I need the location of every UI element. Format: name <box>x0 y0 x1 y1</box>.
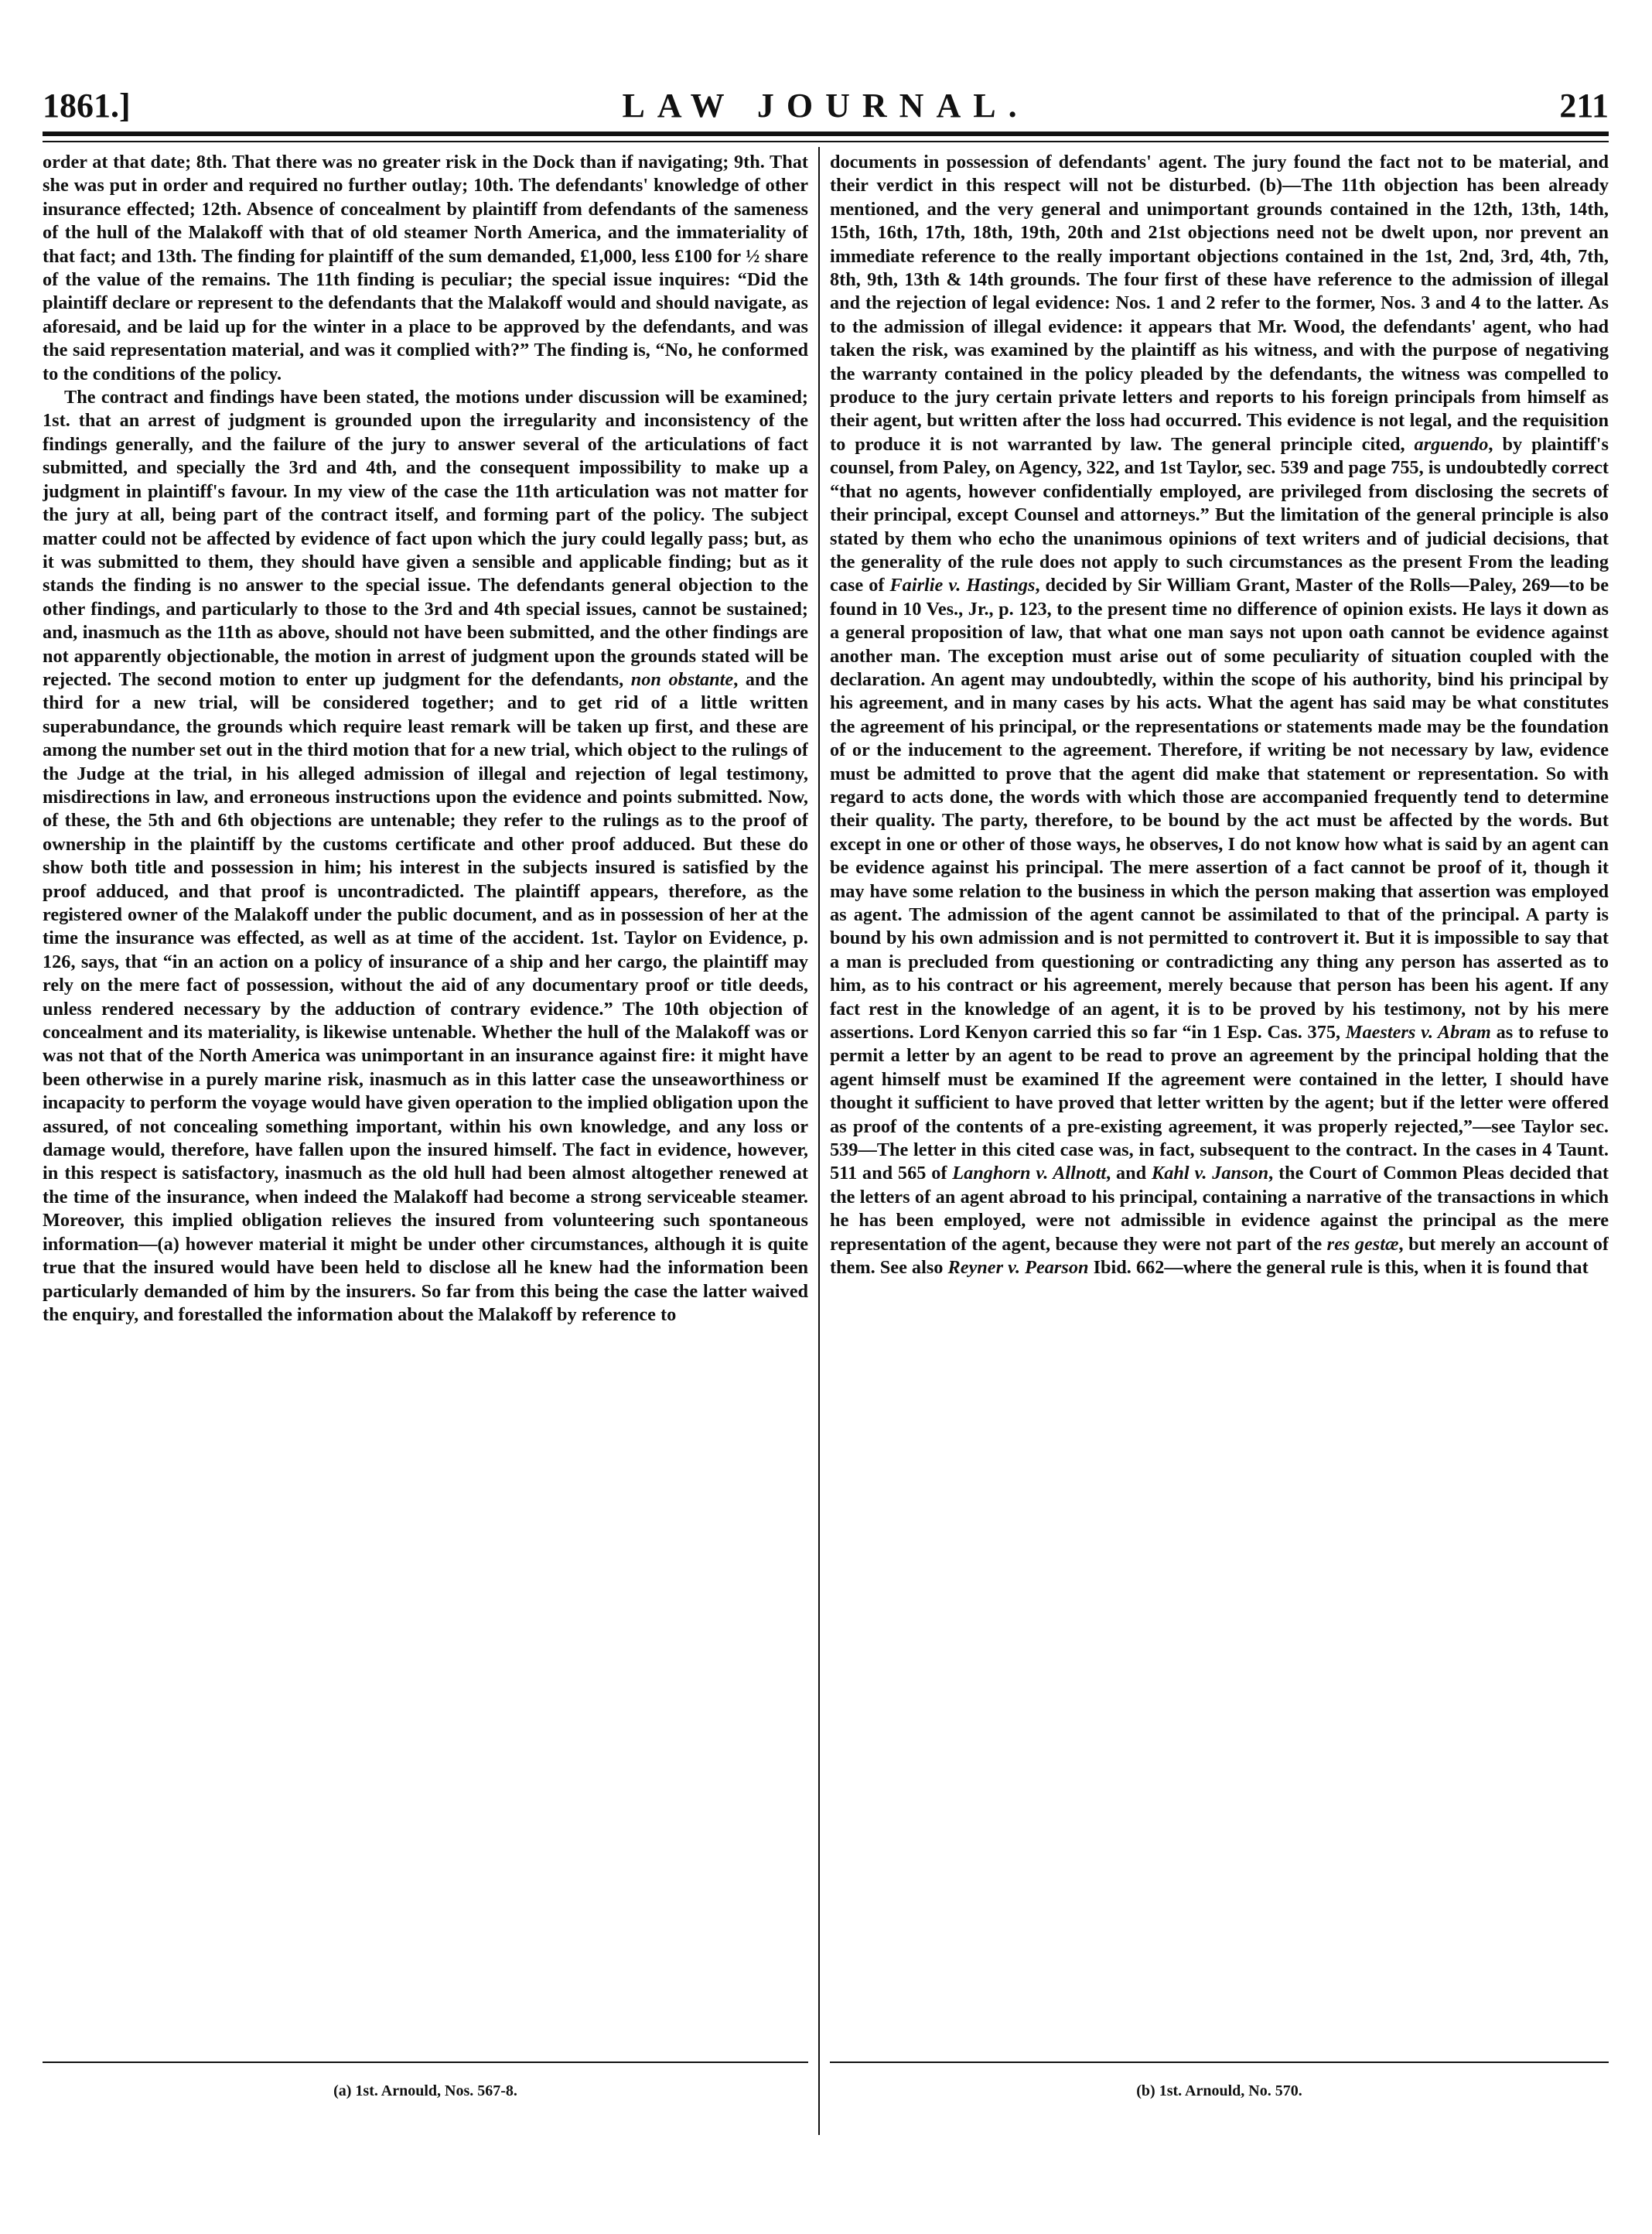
right-italic-case-langhorn: Langhorn v. Allnott <box>952 1163 1107 1184</box>
running-header <box>43 84 1609 138</box>
left-paragraph-2 <box>43 386 808 1327</box>
left-text-2a: The contract and findings have been stated, the motions under discussion will be examined; 1st. that an arrest of judgment is grounded upon the irregularity and inconsistency of the findings generally, and the failure of the jury to answer several of the articulations of fact submitted, and specially the 3rd and 4th, and the consequent impossibility to make up a judgment in plaintiff's favour. In my view of the case the 11th articulation was not matter for the jury at all, being part of the contract itself, and forming part of the policy. The subject matter could not be affected by evidence of fact upon which the jury could legally pass; but, as it was submitted to them, they should have given a sensible and applicable finding; but as it stands the finding is no answer to the special issue. The defendants general objection to the other findings, and particularly to those to the 3rd and 4th special issues, cannot be sustained; and, inasmuch as the 11th as above, should not have been submitted, and the other findings are not apparently objectionable, the motion in arrest of judgment upon the grounds stated will be rejected. The second motion to enter up judgment for the defendants, <box>43 387 808 690</box>
footnote-rule-left <box>43 2061 808 2063</box>
header-rule-thick <box>43 132 1609 136</box>
header-title: LAW JOURNAL. <box>622 87 1029 125</box>
right-italic-case-fairlie: Fairlie v. Hastings <box>889 575 1036 596</box>
left-text-2b: , and the third for a new trial, will be considered together; and to get rid of a little written superabundance, the grounds which require least remark will be taken up first, and these are among the number set out in the third motion that for a new trial, which object to the rulings of the Judge at the trial, in his alleged admission of illegal and rejection of legal testimony, misdirections in law, and erroneous instructions upon the evidence and points submitted. Now, of these, the 5th and 6th objections are untenable; they refer to the rulings as to the proof of ownership in the plaintiff by the customs certificate and other proof adduced. But these do show both title and possession in him; his interest in the subjects insured is satisfied by the proof adduced, and that proof is uncontradicted. The plaintiff appears, therefore, as the registered owner of the Malakoff under the public document, and as in possession of her at the time the insurance was effected, as well as at time of the accident. 1st. Taylor on Evidence, p. 126, says, that “in an action on a policy of insurance of a ship and her cargo, the plaintiff may rely on the mere fact of possession, without the aid of any documentary proof or title deeds, unless rendered necessary by the adduction of contrary evidence.” The 10th objection of concealment and its materiality, is likewise untenable. Whether the hull of the Malakoff was or was not that of the North America was unimportant in an insurance against fire: it might have been otherwise in a purely marine risk, inasmuch as in this latter case the unseaworthiness or incapacity to perform the voyage would have given operation to the implied obligation upon the assured, of not concealing something important, within his own knowledge, and any loss or damage would, therefore, have fallen upon the insured himself. The fact in evidence, however, in this respect is satisfactory, inasmuch as the old hull had been almost altogether renewed at the time of the insurance, when indeed the Malakoff had become a strong serviceable steamer. Moreover, this implied obligation relieves the insured from volunteering such spontaneous information—(a) however material it might be under other circumstances, although it is quite true that the insured would have been held to disclose all he knew had the information been particularly demanded of him by the insurers. So far from this being the case the latter waived the enquiry, and forestalled the information about the Malakoff by reference to <box>43 668 808 1325</box>
left-italic-non-obstante: non obstante <box>630 668 734 690</box>
right-text-d: as to refuse to permit a letter by an agent to be read to prove an agreement by the principal holding that the agent himself must be examined If the agreement were contained in the letter, I should have thought it sufficient to have proved that letter written by the agent; but if the letter were offered as proof of the contents of a pre-existing agreement, it was properly rejected,”—see Taylor sec. 539—The letter in this cited case was, in fact, subsequent to the contract. In the cases in 4 Taunt. 511 and 565 of <box>830 1022 1609 1184</box>
right-italic-case-maesters: Maesters v. Abram <box>1345 1022 1491 1044</box>
right-italic-case-reyner: Reyner v. Pearson <box>947 1257 1089 1279</box>
right-text-e: , and <box>1106 1163 1152 1184</box>
column-divider <box>818 147 820 2135</box>
right-text-g: , but merely an account of them. See also <box>830 1233 1609 1279</box>
right-column <box>830 151 1609 2034</box>
right-text-h: Ibid. 662—where the general rule is this, when it is found that <box>1088 1257 1589 1279</box>
right-paragraph-1 <box>830 151 1609 1280</box>
footnote-b: (b) 1st. Arnould, No. 570. <box>1136 2082 1302 2099</box>
right-italic-case-kahl: Kahl v. Janson <box>1152 1163 1269 1184</box>
left-column <box>43 151 808 2034</box>
right-text-c: , decided by Sir William Grant, Master of the Rolls—Paley, 269—to be found in 10 Ves., Jr., p. 123, to the present time no difference of opinion exists. He lays it down as a general proposition of law, that what one man says not upon oath cannot be evidence against another man. The exception must arise out of some peculiarity of situation coupled with the declaration. An agent may undoubtedly, within the scope of his authority, bind his principal by his agreement, and in many cases by his acts. What the agent has said may be what constitutes the agreement of his principal, or the representations or statements made may be the foundation of or the inducement to the agreement. Therefore, if writing be not necessary by law, evidence must be admitted to prove that the agent did make that statement or representation. So with regard to acts done, the words with which those are accompanied frequently tend to determine their quality. The party, therefore, to be bound by the act must be affected by the words. But except in one or other of those ways, he observes, I do not know how what is said by an agent can be evidence against his principal. The mere assertion of a fact cannot be proof of it, though it may have some relation to the business in which the person making that assertion was employed as agent. The admission of the agent cannot be assimilated to that of the principal. A party is bound by his own admission and is not permitted to controvert it. But it is impossible to say that a man is precluded from questioning or contradicting any thing any person has asserted as to him, as to his contract or his agreement, merely because that person has been his agent. If any fact rest in the knowledge of an agent, it is to be proved by his testimony, not by his mere assertions. Lord Kenyon carried this so far “in 1 Esp. Cas. 375, <box>830 575 1609 1044</box>
right-text-a: documents in possession of defendants' agent. The jury found the fact not to be material, and their verdict in this respect will not be disturbed. (b)—The 11th objection has been already mentioned, and the very general and unimportant grounds contained in the 12th, 13th, 14th, 15th, 16th, 17th, 18th, 19th, 20th and 21st objections need not be dwelt upon, nor prevent an immediate reference to the really important objections contained in the 1st, 2nd, 3rd, 4th, 7th, 8th, 9th, 13th & 14th grounds. The four first of these have reference to the admission of illegal and the rejection of legal evidence: Nos. 1 and 2 refer to the former, Nos. 3 and 4 to the latter. As to the admission of illegal evidence: it appears that Mr. Wood, the defendants' agent, who had taken the risk, was examined by the plaintiff as his witness, and with the purpose of negativing the warranty contained in the policy pleaded by the defendants, the witness was compelled to produce to the jury certain private letters and reports to his foreign principals from himself as their agent, but written after the loss had occurred. This evidence is not legal, and the requisition to produce it is not warranted by law. The general principle cited, <box>830 152 1609 455</box>
page-number: 211 <box>1559 87 1609 125</box>
right-text-f: , the Court of Common Pleas decided that the letters of an agent abroad to his principal, containing a narrative of the transactions in which he has been employed, were not admissible in evidence against the principal as the mere representation of the agent, because they were not part of the <box>830 1163 1609 1255</box>
footnote-a: (a) 1st. Arnould, Nos. 567-8. <box>333 2082 517 2099</box>
left-paragraph-1: order at that date; 8th. That there was no greater risk in the Dock than if navigating; 9th. That she was put in order and required no further outlay; 10th. The defendants' knowledge of other insurance effected; 12th. Absence of concealment by plaintiff from defendants of the sameness of the hull of the Malakoff with that of old steamer North America, and the immateriality of that fact; and 13th. The finding for plaintiff of the sum demanded, £1,000, less £100 for ½ share of the value of the remains. The 11th finding is peculiar; the special issue inquires: “Did the plaintiff declare or represent to the defendants that the Malakoff would and should navigate, as aforesaid, and be laid up for the winter in a place to be approved by the defendants, and was the said representation material, and was it complied with?” The finding is, “No, he conformed to the conditions of the policy. <box>43 152 808 384</box>
right-italic-res-gestae: res gestæ <box>1326 1233 1399 1255</box>
right-italic-arguendo: arguendo <box>1414 433 1489 455</box>
footnote-rule-right <box>830 2061 1609 2063</box>
header-rule-thin <box>43 141 1609 142</box>
header-year: 1861.] <box>43 87 131 125</box>
right-text-b: , by plaintiff's counsel, from Paley, on Agency, 322, and 1st Taylor, sec. 539 and page 755, is undoubtedly correct “that no agents, however confidentially employed, are privileged from disclosing the secrets of their principal, except Counsel and attorneys.” But the limitation of the general principle is also stated by them who echo the unanimous opinions of text writers and of judicial decisions, that the generality of the rule does not apply to such circumstances as the present From the leading case of <box>830 433 1609 596</box>
